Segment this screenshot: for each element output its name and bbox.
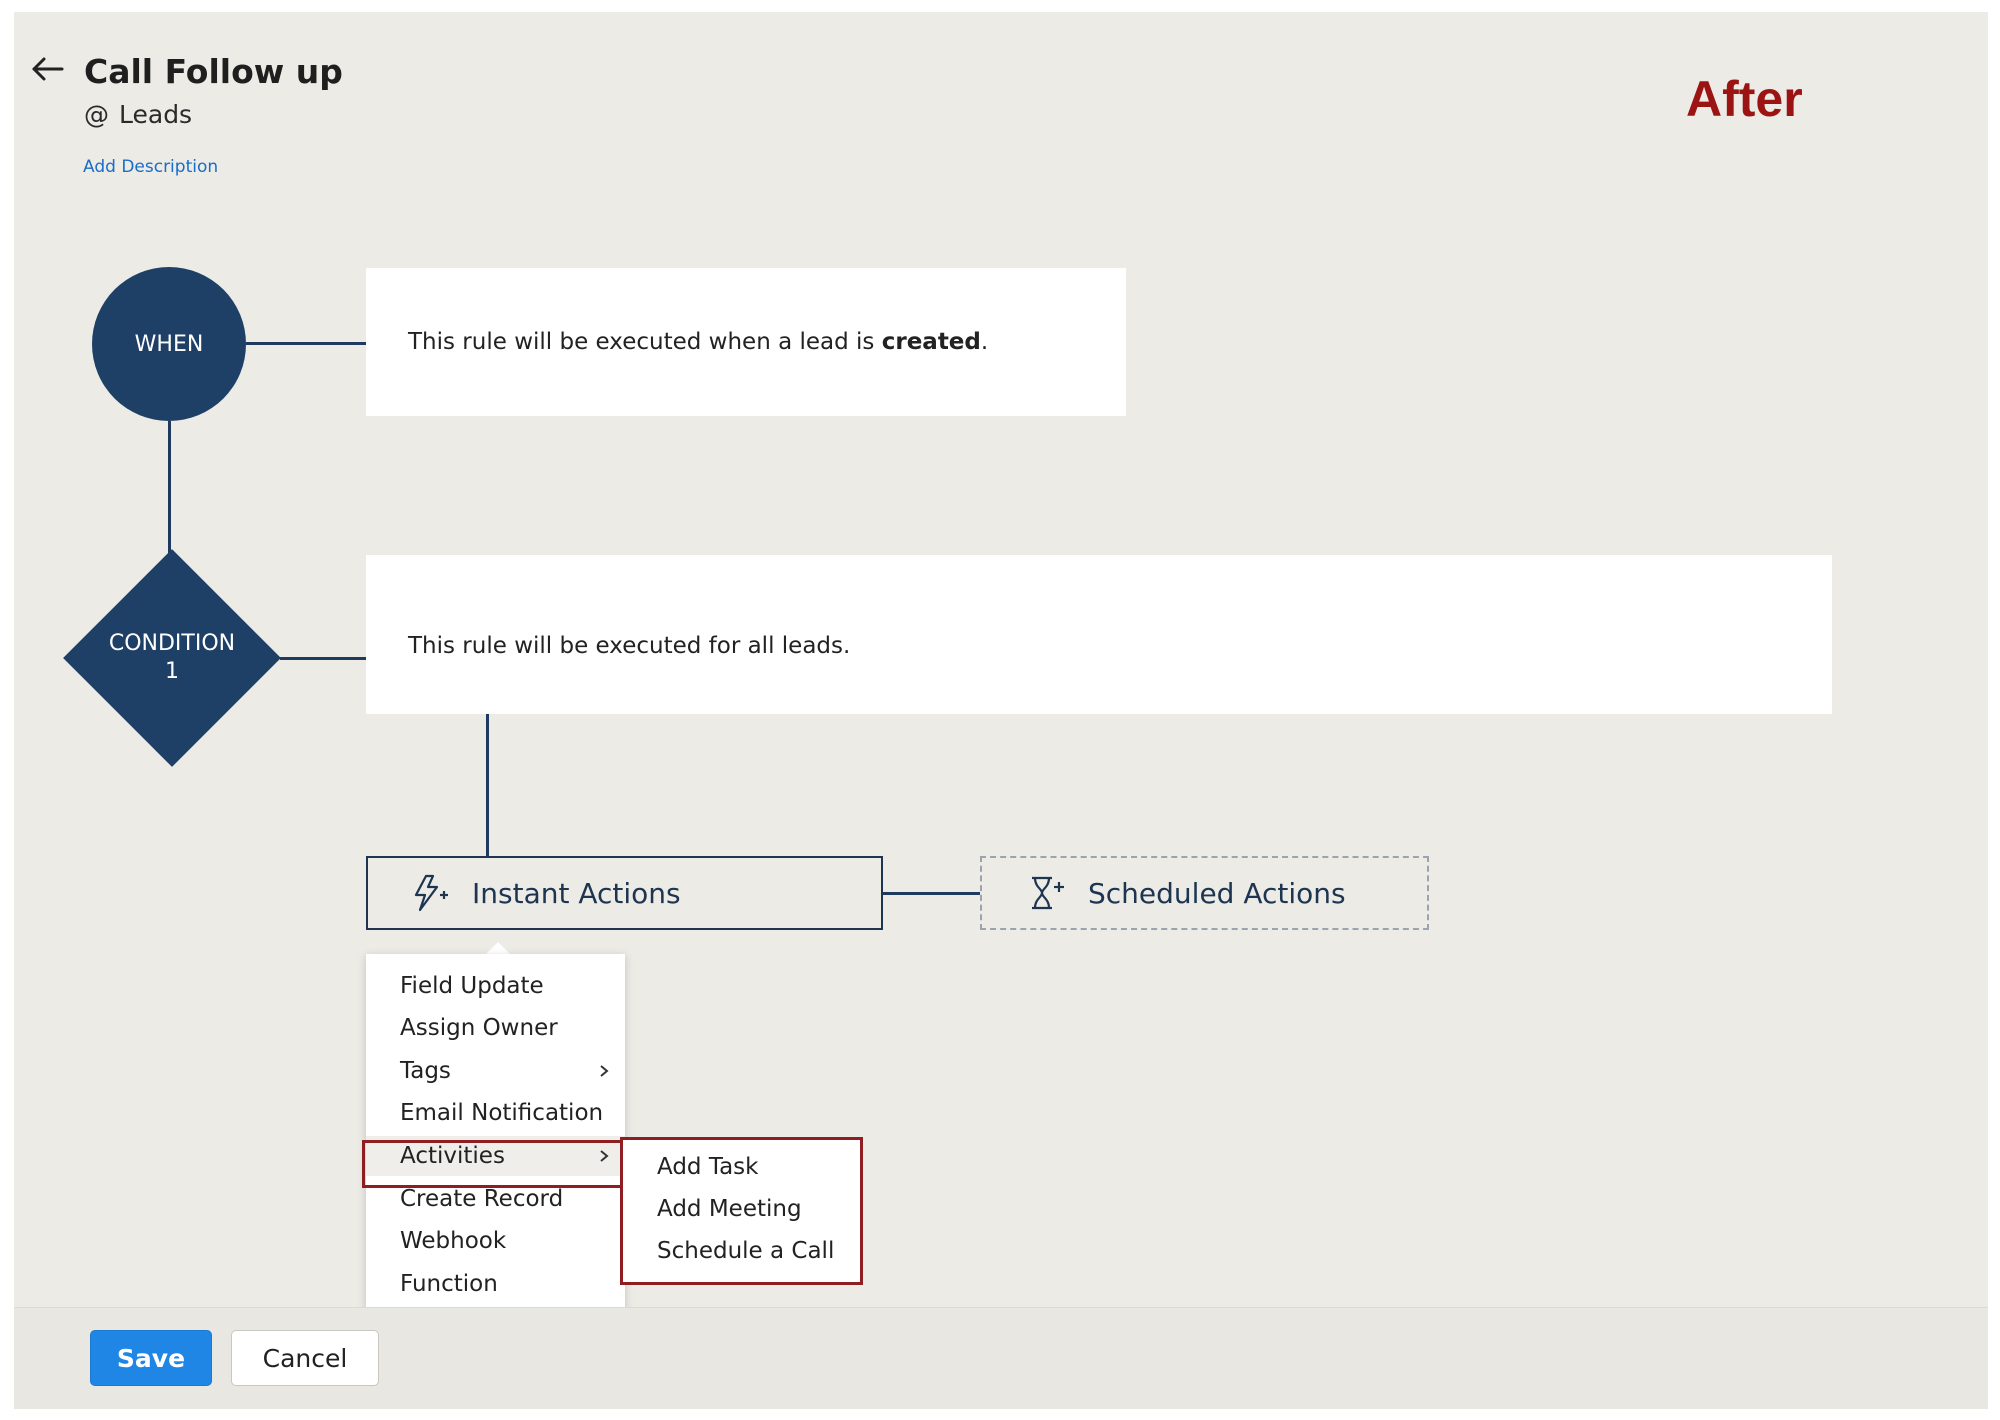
instant-actions-menu — [366, 954, 625, 1332]
chevron-right-icon — [597, 1057, 611, 1085]
connector-when-card — [246, 342, 366, 345]
menu-item-create-record[interactable]: Create Record — [400, 1186, 564, 1212]
menu-item-activities[interactable]: Activities — [366, 1136, 625, 1176]
when-node — [92, 267, 246, 421]
menu-item-webhook[interactable]: Webhook — [400, 1228, 507, 1254]
at-symbol: @ — [84, 100, 109, 129]
menu-item-tags[interactable]: Tags — [366, 1051, 625, 1091]
menu-item-function[interactable]: Function — [400, 1271, 498, 1297]
condition-node-number: 1 — [165, 659, 179, 684]
lightning-plus-icon — [410, 873, 450, 913]
when-node-label: WHEN — [134, 331, 204, 357]
when-trigger-emphasis: created — [881, 329, 981, 355]
hourglass-plus-icon — [1026, 873, 1066, 913]
back-arrow-icon[interactable] — [28, 54, 68, 84]
when-card[interactable] — [366, 268, 1126, 416]
connector-condition-card — [280, 657, 366, 660]
instant-actions-label: Instant Actions — [472, 876, 681, 910]
submenu-item-add-meeting[interactable]: Add Meeting — [657, 1196, 802, 1222]
after-annotation: After — [1686, 71, 1803, 127]
connector-condition-actions — [486, 714, 489, 856]
page-title: Call Follow up — [84, 52, 343, 91]
condition-node — [64, 550, 280, 766]
connector-instant-scheduled — [883, 892, 980, 895]
condition-card[interactable] — [366, 555, 1832, 714]
module-name: Leads — [119, 100, 193, 129]
save-button[interactable]: Save — [90, 1330, 212, 1386]
menu-item-email-notification[interactable]: Email Notification — [400, 1100, 604, 1126]
cancel-button[interactable]: Cancel — [231, 1330, 379, 1386]
submenu-item-schedule-call[interactable]: Schedule a Call — [657, 1238, 835, 1264]
add-description-link[interactable]: Add Description — [83, 157, 219, 177]
submenu-item-add-task[interactable]: Add Task — [657, 1154, 759, 1180]
module-label — [84, 100, 192, 129]
chevron-right-icon — [597, 1142, 611, 1170]
activities-submenu — [620, 1137, 863, 1285]
scheduled-actions-label: Scheduled Actions — [1088, 876, 1346, 910]
scheduled-actions-button[interactable] — [980, 856, 1429, 930]
menu-item-assign-owner[interactable]: Assign Owner — [400, 1015, 558, 1041]
instant-actions-button[interactable] — [366, 856, 883, 930]
menu-item-field-update[interactable]: Field Update — [400, 973, 544, 999]
workflow-canvas — [14, 12, 1988, 1408]
condition-card-text: This rule will be executed for all leads. — [408, 633, 851, 659]
when-card-text: This rule will be executed when a lead is created. — [408, 329, 989, 355]
condition-node-label: CONDITION — [108, 631, 236, 656]
